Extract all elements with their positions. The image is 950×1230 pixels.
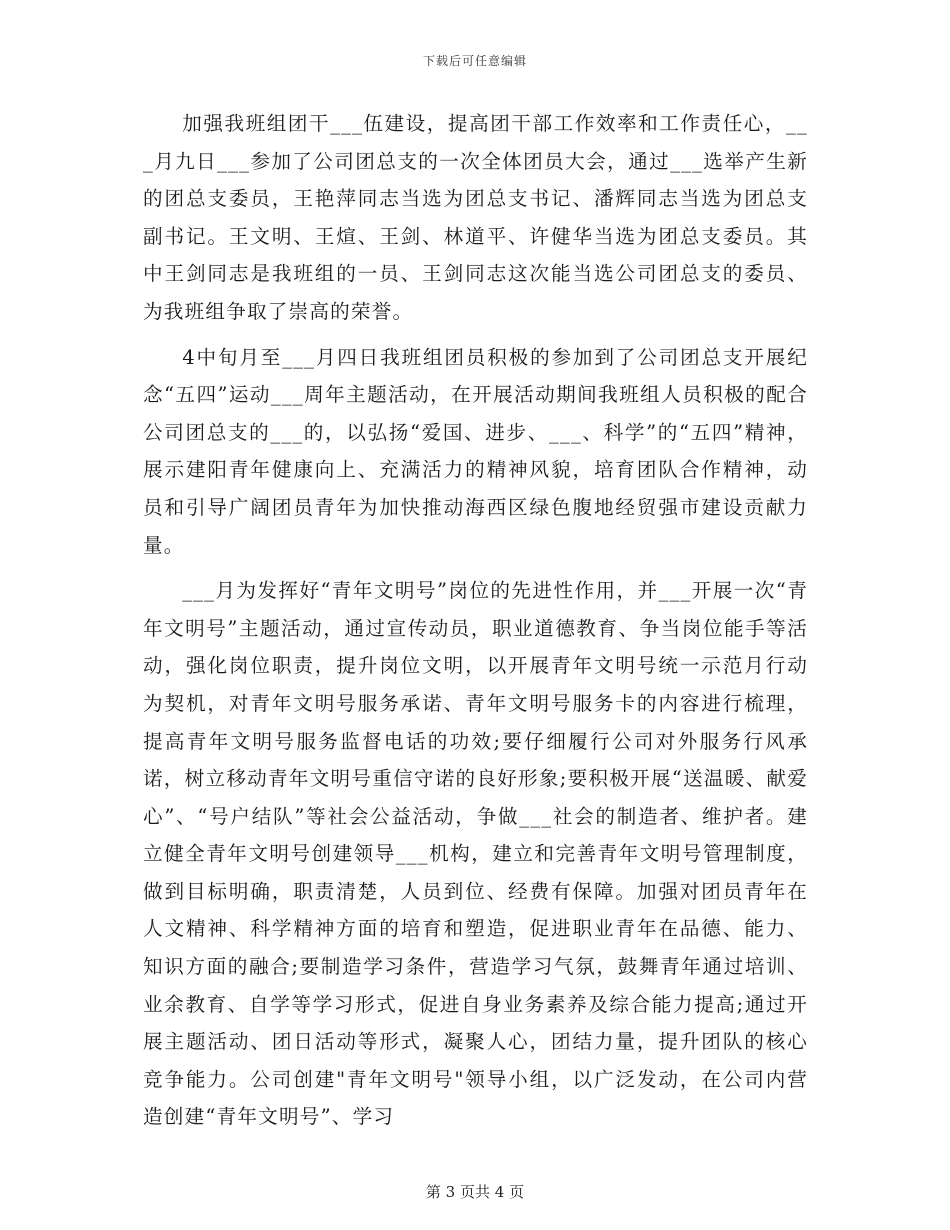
paragraph-1: 加强我班组团干___伍建设，提高团干部工作效率和工作责任心，___月九日___参加了公司团总支的一次全体团员大会，通过___选举产生新的团总支委员，王艳萍同志当选为团总支书记、潘辉同志当选为团总支副书记。王文明、王煊、王剑、林道平、许健华当选为团总支委员。其中王剑同志是我班组的一员、王剑同志这次能当选公司团总支的委员、为我班组争取了崇高的荣誉。 [143, 112, 808, 323]
page-header: 下载后可任意编辑 [422, 54, 527, 68]
page-footer: 第 3 页共 4 页 [425, 1183, 525, 1201]
paragraph-2: 4中旬月至___月四日我班组团员积极的参加到了公司团总支开展纪念“五四”运动___周年主题活动，在开展活动期间我班组人员积极的配合公司团总支的___的，以弘扬“爱国、进步、___、科学”的“五四”精神，展示建阳青年健康向上、充满活力的精神风貌，培育团队合作精神，动员和引导广阔团员青年为加快推动海西区绿色腹地经贸强市建设贡献力量。 [143, 345, 808, 557]
document-body [143, 105, 808, 1144]
paragraph-3: ___月为发挥好“青年文明号”岗位的先进性作用，并___开展一次“青年文明号”主题活动，通过宣传动员，职业道德教育、争当岗位能手等活动，强化岗位职责，提升岗位文明，以开展青年文明号统一示范月行动为契机，对青年文明号服务承诺、青年文明号服务卡的内容进行梳理，提高青年文明号服务监督电话的功效;要仔细履行公司对外服务行风承诺，树立移动青年文明号重信守诺的良好形象;要积极开展“送温暖、献爱心”、“号户结队”等社会公益活动，争做___社会的制造者、维护者。建立健全青年文明号创建领导___机构，建立和完善青年文明号管理制度，做到目标明确，职责清楚，人员到位、经费有保障。加强对团员青年在人文精神、科学精神方面的培育和塑造，促进职业青年在品德、能力、知识方面的融合;要制造学习条件，营造学习气氛，鼓舞青年通过培训、业余教育、自学等学习形式，促进自身业务素养及综合能力提高;通过开展主题活动、团日活动等形式，凝聚人心，团结力量，提升团队的核心竞争能力。公司创建"青年文明号"领导小组，以广泛发动，在公司内营造创建“青年文明号”、学习 [143, 579, 808, 1129]
